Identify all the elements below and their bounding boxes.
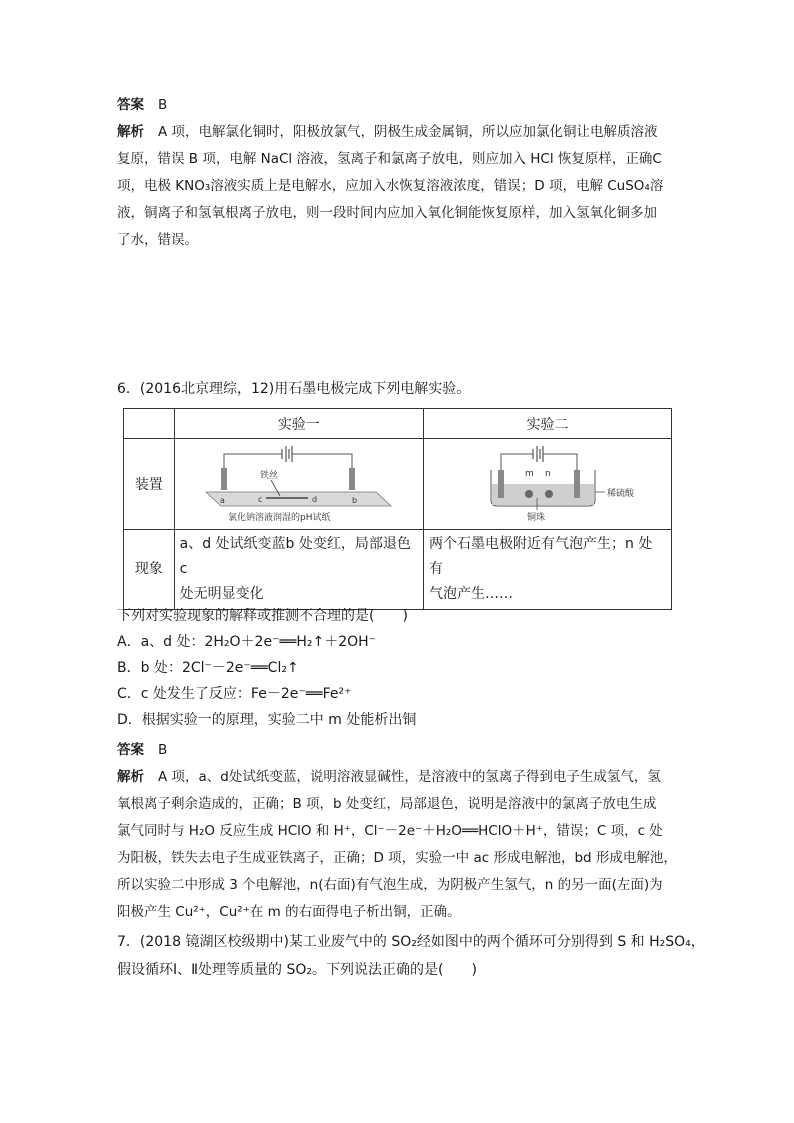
device-row-label: 装置 xyxy=(124,439,175,530)
analysis-label: 解析 xyxy=(117,124,144,140)
table-header-row xyxy=(124,409,672,439)
q6-analysis-line-1: 解析 A 项，a、d处试纸变蓝，说明溶液显碱性，是溶液中的氢离子得到电子生成氢气，氢 xyxy=(117,769,661,785)
exp1-phenomenon: a、d 处试纸变蓝b 处变红，局部退色c 处无明显变化 xyxy=(174,530,423,610)
option-b: B．b 处：2Cl⁻－2e⁻══Cl₂↑ xyxy=(117,660,299,676)
q6-analysis-line-4: 为阳极，铁失去电子生成亚铁离子，正确；D 项，实验一中 ac 形成电解池，bd 形成电解池， xyxy=(117,850,677,866)
experiment-table xyxy=(123,408,672,610)
exp1-diagram-cell xyxy=(174,439,423,530)
label-m: m xyxy=(525,469,534,479)
prev-analysis-line-2: 复原，错误 B 项，电解 NaCl 溶液，氢离子和氯离子放电，则应加入 HCl 恢复原样，正确C xyxy=(117,151,662,167)
prev-analysis-line-5: 了水，错误。 xyxy=(117,232,198,248)
analysis-label: 解析 xyxy=(117,769,144,785)
phenomenon-row-label: 现象 xyxy=(124,530,175,610)
header-exp2: 实验二 xyxy=(424,409,672,439)
option-c: C．c 处发生了反应：Fe－2e⁻══Fe²⁺ xyxy=(117,686,352,702)
prev-analysis-line-3: 项，电极 KNO₃溶液实质上是电解水，应加入水恢复溶液浓度，错误；D 项，电解 CuSO₄溶 xyxy=(117,178,664,194)
copper-label: 铜珠 xyxy=(527,513,546,523)
q7-line-2: 假设循环Ⅰ、Ⅱ处理等质量的 SO₂。下列说法正确的是( ) xyxy=(117,962,477,978)
exp2-phenomenon: 两个石墨电极附近有气泡产生；n 处有 气泡产生…… xyxy=(424,530,672,610)
option-d: D．根据实验一的原理，实验二中 m 处能析出铜 xyxy=(117,712,417,728)
exp1-diagram xyxy=(176,440,421,524)
table-corner-cell xyxy=(124,409,175,439)
device-row xyxy=(124,439,672,530)
exp2-diagram-cell xyxy=(424,439,672,530)
q6-question: 下列对实验现象的解释或推测不合理的是( ) xyxy=(117,608,408,624)
q7-line-1: 7．(2018 镜湖区校级期中)某工业废气中的 SO₂经如图中的两个循环可分别得到 S 和 H₂SO₄， xyxy=(117,934,705,950)
answer-label: 答案 xyxy=(117,97,144,113)
label-d: d xyxy=(311,495,317,504)
q6-stem: 6．(2016北京理综，12)用石墨电极完成下列电解实验。 xyxy=(117,381,471,397)
q6-analysis-line-5: 所以实验二中形成 3 个电解池，n(右面)有气泡生成，为阴极产生氢气，n 的另一面(左面)为 xyxy=(117,877,663,893)
answer-label: 答案 xyxy=(117,742,144,758)
q6-answer-block xyxy=(117,737,677,926)
option-a: A．a、d 处：2H₂O＋2e⁻══H₂↑＋2OH⁻ xyxy=(117,634,377,650)
phenomenon-row xyxy=(124,530,672,610)
header-exp1: 实验一 xyxy=(174,409,423,439)
prev-analysis-line-4: 液，铜离子和氢氧根离子放电，则一段时间内应加入氧化铜能恢复原样，加入氢氧化铜多加 xyxy=(117,205,657,221)
q6-analysis-line-3: 氯气同时与 H₂O 反应生成 HClO 和 H⁺，Cl⁻－2e⁻＋H₂O══HClO＋H⁺，错误；C 项，c 处 xyxy=(117,823,663,839)
prev-answer-line xyxy=(117,92,677,119)
q6-analysis-line-2: 氧根离子剩余造成的，正确；B 项，b 处变红，局部退色，说明是溶液中的氯离子放电生成 xyxy=(117,796,657,812)
label-a: a xyxy=(219,496,225,505)
label-b: b xyxy=(351,496,357,505)
answer-value: B xyxy=(158,97,168,113)
answer-value: B xyxy=(158,742,168,758)
acid-label: 稀硫酸 xyxy=(607,489,635,499)
q6-question-block xyxy=(117,603,677,733)
q6-analysis-line-6: 阳极产生 Cu²⁺，Cu²⁺在 m 的右面得电子析出铜，正确。 xyxy=(117,904,461,920)
exp2-diagram xyxy=(425,440,670,524)
label-n: n xyxy=(545,469,551,479)
iron-wire-label: 铁丝 xyxy=(259,471,278,481)
paper-label: 氯化钠溶液润湿的pH试纸 xyxy=(227,513,331,523)
q7-stem xyxy=(117,928,705,984)
q6-answer-line xyxy=(117,737,677,764)
prev-answer-block xyxy=(117,92,677,254)
label-c: c xyxy=(257,495,263,504)
prev-analysis-line-1: 解析 A 项，电解氯化铜时，阳极放氯气，阴极生成金属铜，所以应加氯化铜让电解质溶液 xyxy=(117,124,658,140)
